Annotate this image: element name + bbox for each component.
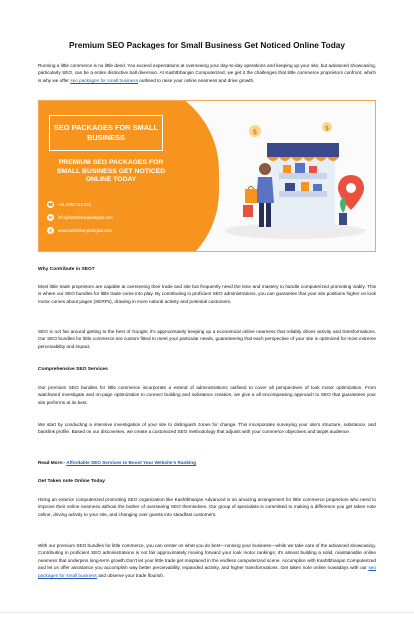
section-heading-services: Comprehensive SEO Services (38, 367, 108, 372)
globe-icon: ◎ (48, 227, 53, 233)
svg-text:$: $ (325, 125, 329, 132)
banner-email (47, 214, 113, 221)
section3-text-end: and observe your trade flourish. (96, 572, 165, 578)
banner-heading: SEO PACKAGES FOR SMALL BUSINESS (49, 115, 163, 151)
section2-paragraph-2: We start by conducting a intensive investigation of your site to distinguish zones for change. This incorporates surveying your site's structure, substance, and backlink profile. Based on our discoveries, we create a customized SEO methodology that adjusts with your commerce objectives and target audience. (38, 422, 376, 435)
promo-banner (38, 100, 376, 252)
read-more-label: Read More:- (38, 460, 66, 465)
intro-paragraph (38, 62, 376, 84)
shopping-illustration (215, 113, 367, 243)
phone-icon: ☎ (47, 201, 54, 207)
section1-paragraph-2: SEO is not fair around getting to the best of Google; it's approximately keeping up a economical online nearness that reliably drives activity and transformations. Our SEO bundles for little commerce are custom fitted to meet your particular needs, guaranteeing that each perspective of your site is optimized for most extreme perceivability and impact. (38, 329, 376, 349)
banner-phone (47, 201, 91, 208)
section2-paragraph-1: Our premium SEO bundles for little commerce incorporate a extend of administrations outlined to cover all perspectives of look motor optimization. From watchword investigate and on-page optimization to connect building and substance creation, we give a all encompassing approach to SEO that guarantees your site performs at its best. (38, 385, 376, 405)
banner-website-text: www.kashtbhanjandigital.com (58, 228, 112, 233)
intro-text-end: outlined to raise your online nearness and drive growth. (137, 77, 255, 83)
intro-seo-link[interactable]: seo packages for small business (70, 77, 138, 83)
intro-text-start: Running a little commerce is no little deed. You exceed expectations at overseeing your day-to-day operations and keeping up your site, but advanced showcasing, particularly SEO, can be a entire distinctive ball diversion. At Kashtbhanjan Computerized, we get it the challenges that little commerce proprietors confront, which is why we offer (38, 63, 376, 83)
read-more-line (38, 459, 376, 466)
banner-website (47, 227, 112, 234)
section3-paragraph-2 (38, 542, 376, 579)
section3-text-start: With our premium SEO bundles for little commerce, you can center on what you do best—running your business—while we take care of the advanced showcasing. Contributing in proficient SEO administrations is not fair approximately moving forward your look motor rankings; it's almost building a solid, maintainable online nearness that underpins long-term growth.Don't let your little trade get misplaced in the endless computerized scene. Accomplice with Kashtbhanjan Computerized and let us offer assistance you accomplish way better perceivability, expanded activity, and higher transformations. Get taken note online nowadays with our (38, 543, 376, 571)
page-title: Premium SEO Packages for Small Business Get Noticed Online Today (68, 40, 346, 50)
mail-icon: ✉ (48, 214, 53, 220)
svg-text:$: $ (252, 128, 258, 136)
read-more-link[interactable]: Affordable SEO Services to Boost Your Website's Ranking (66, 460, 197, 465)
closing-seo-link[interactable]: seo packages for small business (38, 565, 376, 578)
section3-paragraph-1: Hiring an exterior computerized promoting SEO organization like Kashtbhanjan Advanced is an amazing arrangement for little commerce proprietors who need to improve their online nearness without the bother of overseeing SEO themselves. Our group of specialists is committed to making a difference you get taken note online, driving activity to your site, and changing over guests into steadfast customers. (38, 497, 376, 517)
banner-subheading: PREMIUM SEO PACKAGES FOR SMALL BUSINESS GET NOTICED ONLINE TODAY (56, 159, 166, 183)
banner-email-text: info@kashtbhanjandigital.com (58, 215, 113, 220)
section1-paragraph-1: Most little trade proprietors are capable at overseeing their trade and site but frequently need the time and mastery to handle computerized promoting viably. This is where our SEO bundles for little trade come into play. By contributing in proficient SEO administrations, you can guarantee that your site positions higher on look motor comes about pages (SERPs), drawing in more natural activity and potential customers. (38, 284, 376, 304)
banner-phone-text: +91 6352 513 624 (58, 202, 92, 207)
page-divider (0, 612, 414, 613)
section-heading-why-seo: Why Contribute in SEO? (38, 267, 95, 272)
section-heading-get-noticed: Get Taken note Online Today (38, 479, 105, 484)
